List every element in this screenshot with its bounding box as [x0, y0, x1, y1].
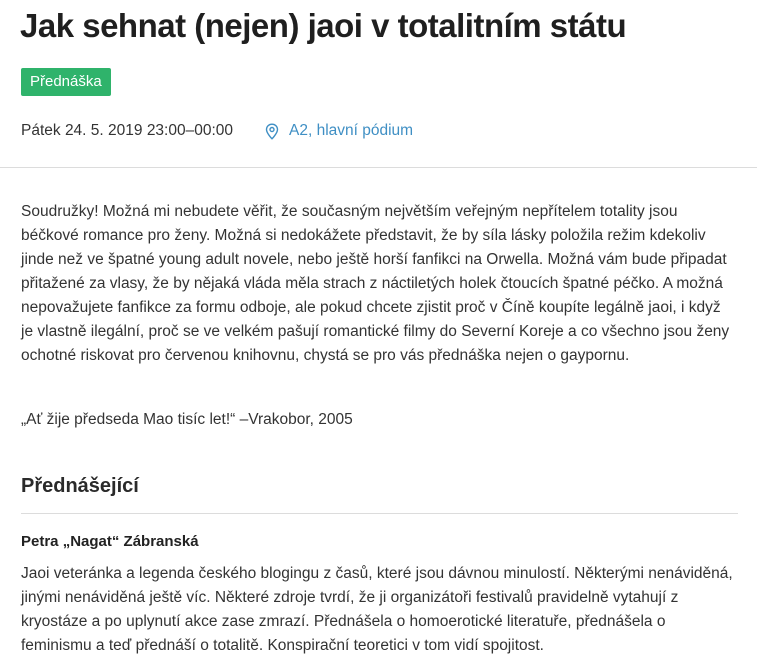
event-description: Soudružky! Možná mi nebudete věřit, že současným největším veřejným nepřítelem totality jsou béčkové romance pro ženy. Možná si nedokážete představit, že by síla lásky položila režim kdekoliv jinde než ve špatné young adult novele, nebo ještě horší fanfikci na Orwella. Možná vám bude připadat přitažené za vlasy, že by nějaká vláda měla strach z náctiletých holek čtoucích špatné péčko. A možná nepovažujete fanfikce za formu odboje, ale pokud chcete zjistit proč v Číně koupíte legálně jaoi, i když je vlastně ilegální, proč se ve velkém pašují romantické filmy do Severní Koreje a co všechno jsou ženy ochotné riskovat pro červenou knihovnu, chystá se pro vás přednáška nejen o gaypornu. [21, 203, 730, 364]
category-badge: Přednáška [21, 68, 111, 96]
header-divider [0, 167, 757, 168]
speaker-bio: Jaoi veteránka a legenda českého blogingu z časů, které jsou dávnou minulostí. Některými nenáviděná, jinými nenáviděná ještě víc. Některé zdroje tvrdí, že ji organizátoři festivalů pravidelně vytahují z kryostáze a po uplynutí akce zase zmrazí. Přednášela o homoerotické literatuře, přednášela o feminismu a teď přednáší o totalitě. Konspirační teoretici v tom vidí spojitost. [21, 565, 733, 654]
page-title: Jak sehnat (nejen) jaoi v totalitním státu [20, 7, 627, 44]
speakers-divider [21, 513, 738, 514]
speaker-name: Petra „Nagat“ Zábranská [21, 533, 199, 550]
event-location-link[interactable] [265, 122, 413, 140]
event-location-label: A2, hlavní pódium [289, 122, 414, 139]
event-datetime: Pátek 24. 5. 2019 23:00–00:00 [21, 122, 234, 139]
map-pin-icon [265, 123, 279, 140]
speakers-section-title: Přednášející [21, 475, 139, 497]
event-quote: „Ať žije předseda Mao tisíc let!“ –Vrakobor, 2005 [21, 411, 353, 428]
event-meta [21, 120, 413, 142]
